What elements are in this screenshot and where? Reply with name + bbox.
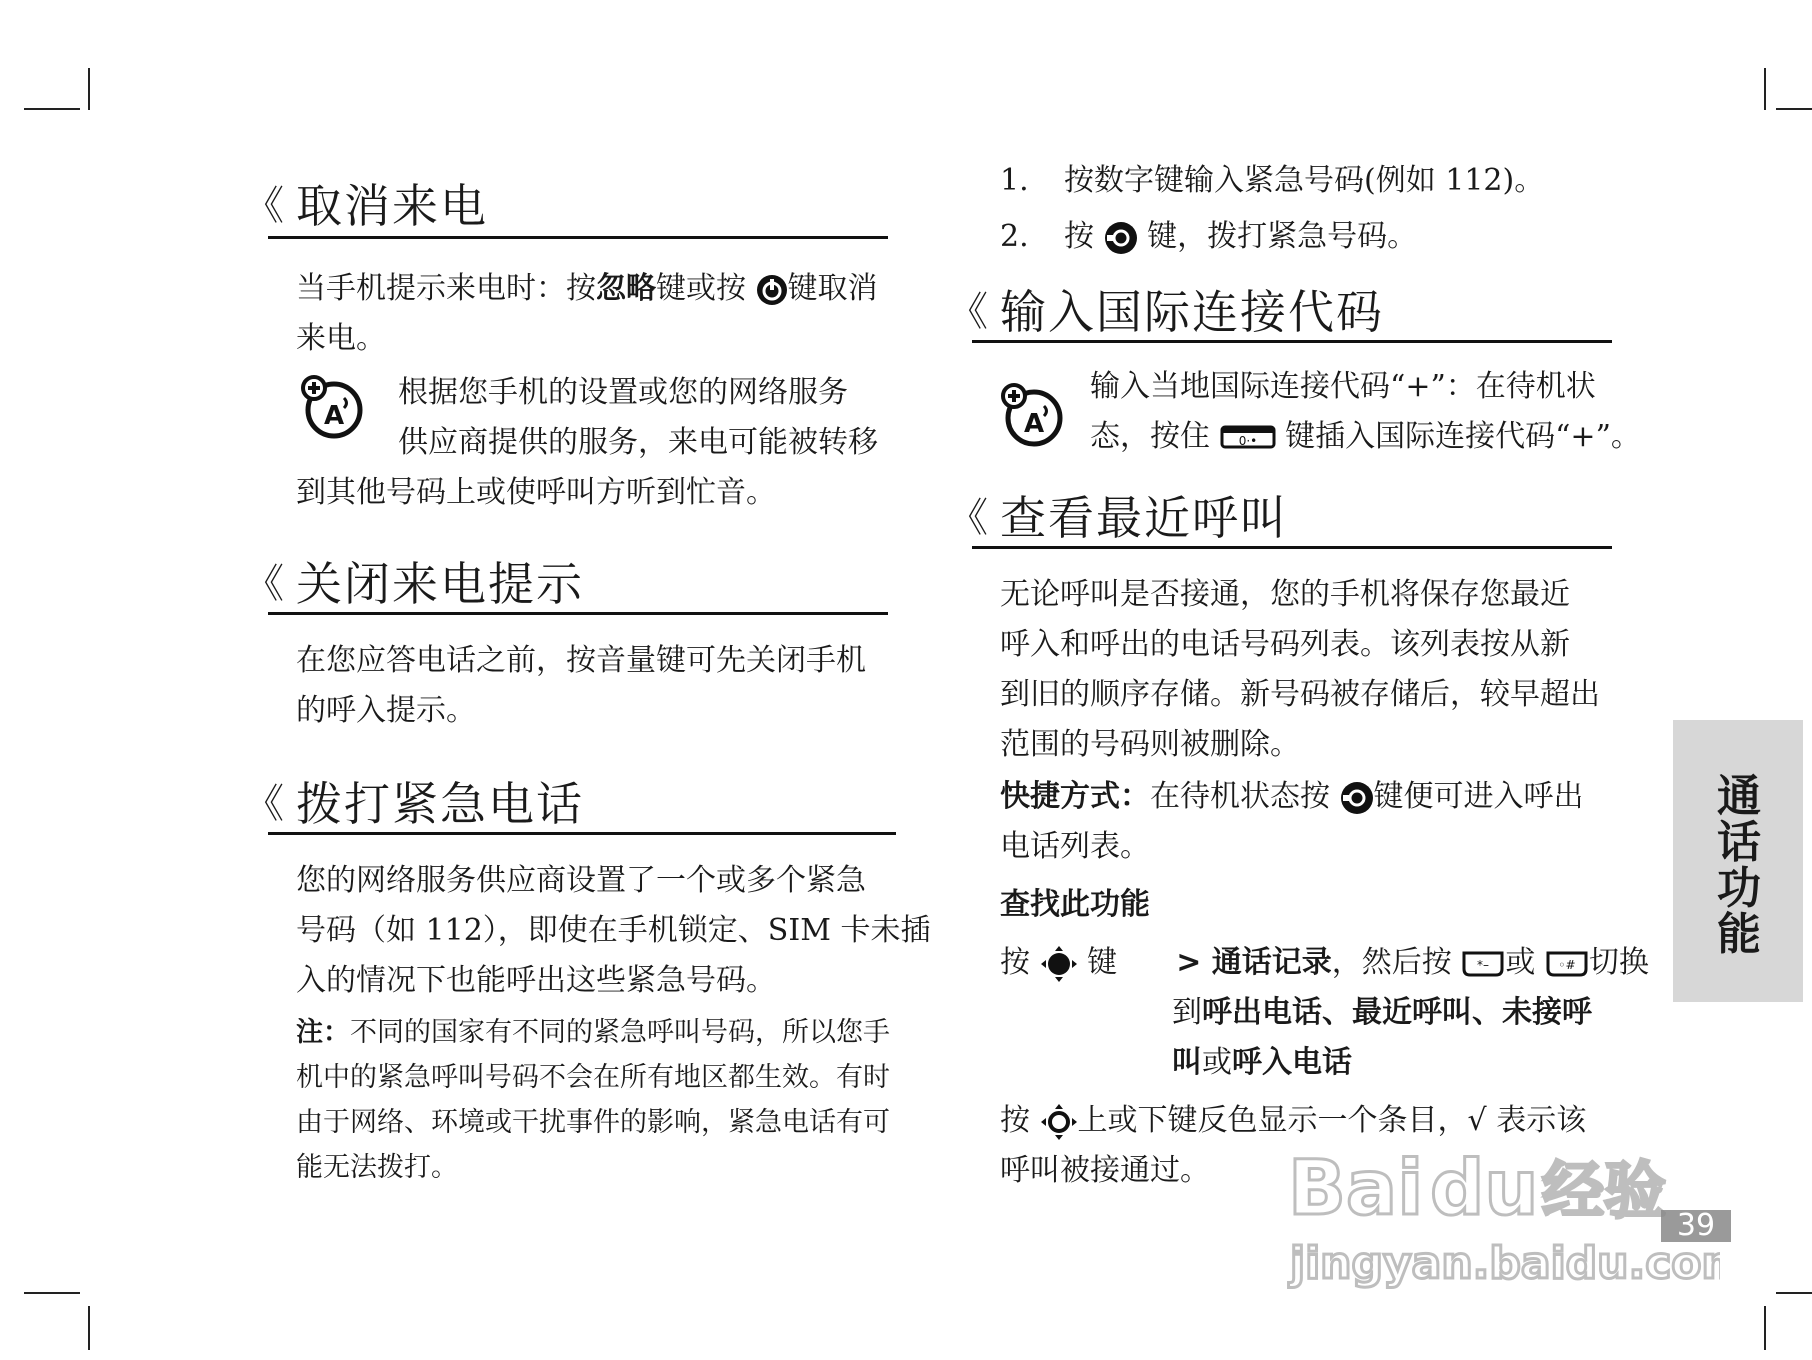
- chevron-left-icon: 《: [244, 183, 284, 229]
- crop-mark: [1764, 68, 1766, 110]
- nav-key-updown-icon: [1040, 1103, 1078, 1141]
- crop-mark: [1776, 108, 1812, 110]
- chapter-side-tab: [1673, 720, 1803, 1002]
- crop-mark: [88, 1306, 90, 1350]
- watermark-url: jingyan.baidu.com: [1290, 1238, 1720, 1289]
- section-heading-cancel-call: [244, 178, 488, 234]
- shortcut-note: 快捷方式：在待机状态按 键便可进入呼出 电话列表。: [1000, 779, 1584, 864]
- step-1: 1. 按数字键输入紧急号码(例如 112)。: [1000, 163, 1545, 198]
- shortcut-label: 快捷方式：: [1000, 779, 1150, 814]
- heading-rule: [268, 832, 896, 835]
- watermark-bai: Bai: [1288, 1143, 1424, 1232]
- section-heading-emergency-call: [244, 776, 584, 832]
- find-feature-title: 查找此功能: [1000, 887, 1150, 922]
- network-note: A 根据您手机的设置或您的网络服务 供应商提供的服务，来电可能被转移 到其他号码上或使呼叫方听到忙音。: [296, 375, 878, 510]
- paragraph-highlight-entry: 按 上或下键反色显示一个条目，√ 表示该 呼叫被接通过。: [1000, 1103, 1587, 1188]
- heading-rule: [268, 236, 888, 239]
- emergency-note: 注：不同的国家有不同的紧急呼叫号码，所以您手 机中的紧急呼叫号码不会在所有地区都生效。有时 由于网络、环境或干扰事件的影响，紧急电话有可 能无法拨打。: [296, 1017, 890, 1183]
- baidu-watermark-logo: [1280, 1128, 1720, 1298]
- chevron-left-icon: 《: [244, 781, 284, 827]
- crop-mark: [88, 68, 90, 110]
- heading-rule: [268, 612, 888, 615]
- paragraph-mute-ring: 在您应答电话之前，按音量键可先关闭手机 的呼入提示。: [296, 643, 866, 728]
- step-2: 2. 按 键，拨打紧急号码。: [1000, 219, 1418, 254]
- zero-key-icon: [1220, 424, 1276, 452]
- crop-mark: [24, 108, 80, 110]
- heading-rule: [972, 340, 1612, 343]
- svg-text:0·•: 0·•: [1238, 434, 1257, 448]
- send-key-icon: [1104, 221, 1138, 255]
- paragraph-emergency-call: 您的网络服务供应商设置了一个或多个紧急 号码（如 112），即使在手机锁定、SIM 卡未插 入的情况下也能呼出这些紧急号码。: [296, 863, 931, 998]
- ignore-key-label: 忽略: [596, 271, 656, 306]
- watermark-jingyan: 经验: [1542, 1154, 1667, 1227]
- page-number: 39: [1661, 1210, 1731, 1242]
- chevron-left-icon: 《: [244, 561, 284, 607]
- svg-text:*–: *–: [1477, 958, 1490, 972]
- crop-mark: [1764, 1306, 1766, 1350]
- watermark-du: du: [1430, 1143, 1539, 1232]
- section-heading-mute-ring: [244, 556, 584, 612]
- network-service-icon: [1000, 382, 1066, 448]
- international-code-note: A 输入当地国际连接代码“+”：在待机状 态，按住 0·• 键插入国际连接代码“+”。: [1000, 362, 1641, 462]
- section-heading-recent-calls: [948, 490, 1288, 546]
- heading-rule: [972, 546, 1612, 549]
- crop-mark: [1776, 1292, 1812, 1294]
- svg-text:A: A: [1023, 409, 1045, 439]
- section-title: 查看最近呼叫: [1000, 491, 1288, 545]
- crop-mark: [24, 1292, 80, 1294]
- nav-key-center-icon: [1040, 945, 1078, 983]
- chevron-left-icon: 《: [948, 495, 988, 541]
- note-label: 注：: [296, 1017, 350, 1048]
- section-title: 拨打紧急电话: [296, 777, 584, 831]
- left-soft-key-icon: [1461, 949, 1505, 979]
- section-title: 取消来电: [296, 179, 488, 233]
- svg-text:A: A: [323, 401, 345, 431]
- right-soft-key-icon: [1545, 949, 1589, 979]
- section-title: 关闭来电提示: [296, 557, 584, 611]
- svg-text:◦#: ◦#: [1558, 958, 1576, 972]
- menu-call-log: 通话记录: [1211, 945, 1332, 980]
- chapter-tab-label: 通 话 功 能: [1717, 771, 1761, 960]
- send-key-icon: [1340, 781, 1374, 815]
- chevron-left-icon: 《: [948, 289, 988, 335]
- paragraph-cancel-call: 当手机提示来电时：按忽略键或按 键取消 来电。: [296, 271, 878, 356]
- emergency-steps: [1000, 156, 1544, 262]
- power-end-key-icon: [756, 274, 788, 306]
- paragraph-recent-calls: 无论呼叫是否接通，您的手机将保存您最近 呼入和呼出的电话号码列表。该列表按从新 到旧的顺序存储。新号码被存储后，较早超出 范围的号码则被删除。: [1000, 577, 1600, 762]
- section-heading-international-code: [948, 284, 1384, 340]
- section-title: 输入国际连接代码: [1000, 285, 1384, 339]
- network-service-icon: [300, 374, 366, 440]
- find-feature-path: 按 键 > 通话记录，然后按 *– 或 ◦# 切换 到呼出电话、最近呼叫、未接呼 叫或呼入电话: [1000, 945, 1649, 1080]
